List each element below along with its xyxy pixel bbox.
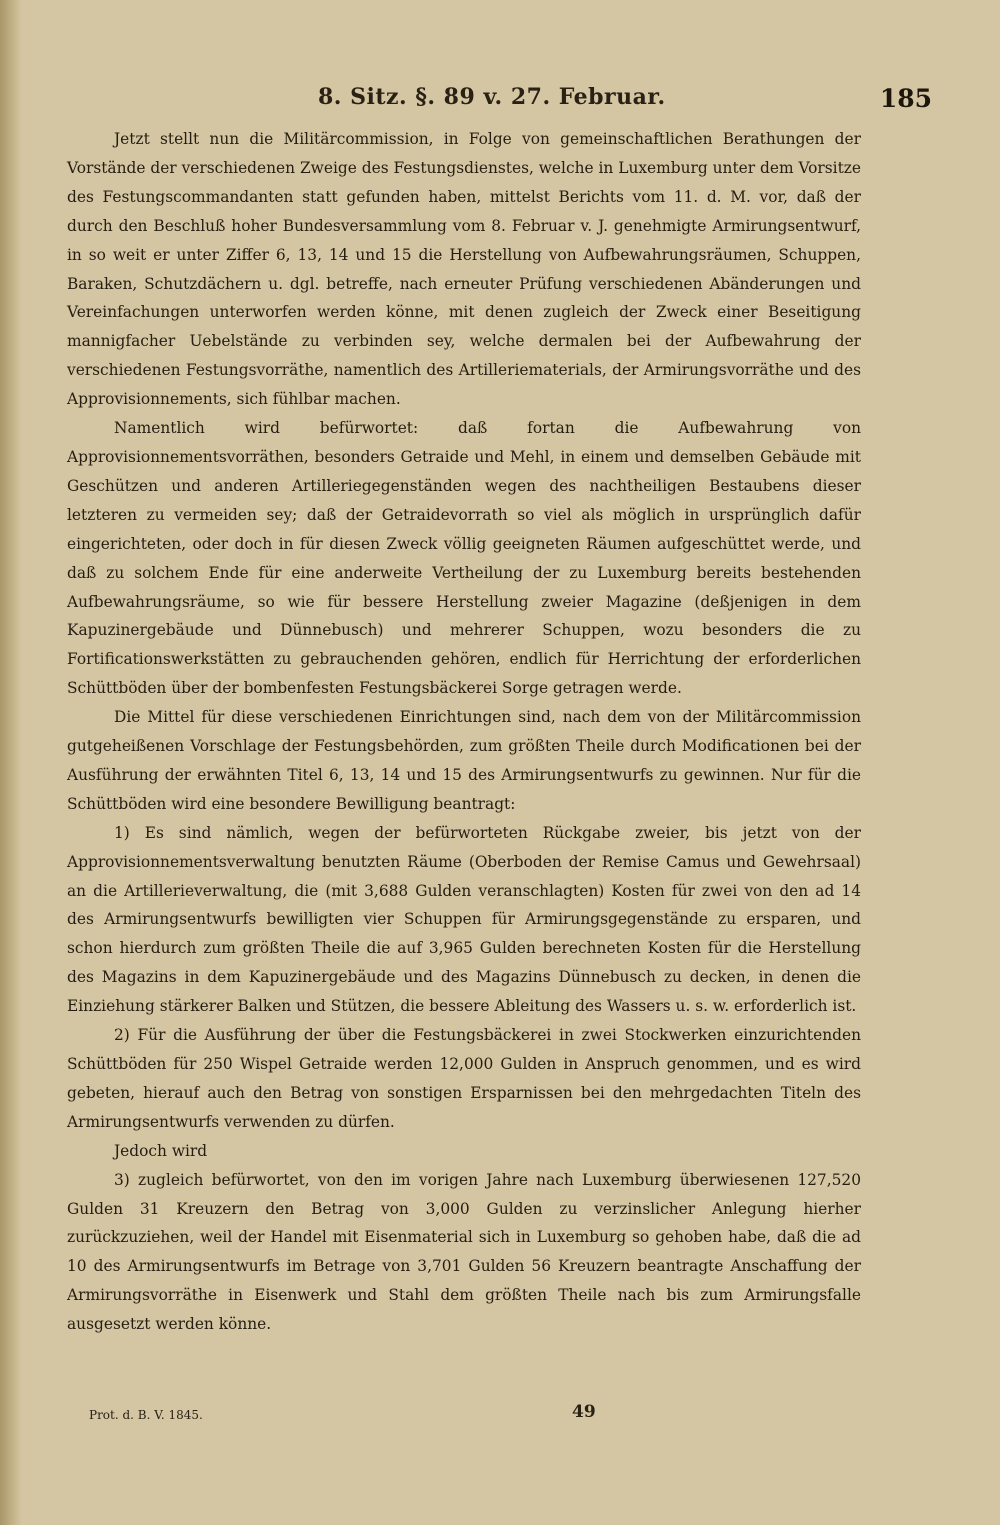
paragraph-item-1: 1) Es sind nämlich, wegen der befürworteten Rückgabe zweier, bis jetzt von der Approvisionnementsverwaltung benutzten Räume (Oberboden der Remise Camus und Gewehrsaal) an die Artillerieverwaltung, die (mit 3,688 Gulden veranschlagten) Kosten für zwei von den ad 14 des Armirungsentwurfs bewilligten vier Schuppen für Armirungsgegenstände zu ersparen, und schon hierdurch zum größten Theile die auf 3,965 Gulden berechneten Kosten für die Herstellung des Magazins in dem Kapuzinergebäude und des Magazins Dünnebusch zu decken, in denen die Einziehung stärkerer Balken und Stützen, die bessere Ableitung des Wassers u. s. w. erforderlich ist. xyxy=(67,823,861,1016)
paragraph-recommendations: Namentlich wird befürwortet: daß fortan die Aufbewahrung von Approvisionnementsvorräthen, besonders Getraide und Mehl, in einem und demselben Gebäude mit Geschützen und anderen Artilleriegegenständen wegen des nachtheiligen Bestaubens dieser letzteren zu vermeiden sey; daß der Getraidevorrath so viel als möglich in ursprünglich dafür eingerichteten, oder doch in für diesen Zweck völlig geeigneten Räumen aufgeschüttet werde, und daß zu solchem Ende für eine anderweite Vertheilung der zu Luxemburg bereits bestehenden Aufbewahrungsräume, so wie für bessere Herstellung zweier Magazine (deßjenigen in dem Kapuzinergebäude und Dünnebusch) und mehrerer Schuppen, wozu besonders die zu Fortificationswerkstätten zu gebrauchenden gehören, endlich für Herrichtung der erforderlichen Schüttböden über der bombenfesten Festungsbäckerei Sorge getragen werde. xyxy=(67,419,861,698)
paragraph-funding-means: Die Mittel für diese verschiedenen Einrichtungen sind, nach dem von der Militärcommission gutgeheißenen Vorschlage der Festungsbehörden, zum größten Theile durch Modificationen bei der Ausführung der erwähnten Titel 6, 13, 14 und 15 des Armirungsentwurfs zu gewinnen. Nur für die Schüttböden wird eine besondere Bewilligung beantragt: xyxy=(67,708,861,813)
paragraph-item-2: 2) Für die Ausführung der über die Festungsbäckerei in zwei Stockwerken einzurichtenden Schüttböden für 250 Wispel Getraide werden 12,000 Gulden in Anspruch genommen, und es wird gebeten, hierauf auch den Betrag von sonstigen Ersparnissen bei den mehrgedachten Titeln des Armirungsentwurfs verwenden zu dürfen. xyxy=(67,1026,861,1131)
footer-signature: Prot. d. B. V. 1845. xyxy=(89,1408,203,1422)
sheet-number: 49 xyxy=(572,1402,596,1422)
running-title: 8. Sitz. §. 89 v. 27. Februar. xyxy=(318,84,666,110)
page-header xyxy=(60,80,940,120)
page-footer xyxy=(67,1396,861,1426)
body-text xyxy=(67,125,861,1339)
paragraph-military-commission: Jetzt stellt nun die Militärcommission, in Folge von gemeinschaftlichen Berathungen der Vorstände der verschiedenen Zweige des Festungsdienstes, welche in Luxemburg unter dem Vorsitze des Festungscommandanten statt gefunden haben, mittelst Berichts vom 11. d. M. vor, daß der durch den Beschluß hoher Bundesversammlung vom 8. Februar v. J. genehmigte Armirungsentwurf, in so weit er unter Ziffer 6, 13, 14 und 15 die Herstellung von Aufbewahrungsräumen, Schuppen, Baraken, Schutzdächern u. dgl. betreffe, nach erneuter Prüfung verschiedenen Abänderungen und Vereinfachungen unterworfen werden könne, mit denen zugleich der Zweck einer Beseitigung mannigfacher Uebelstände zu verbinden sey, welche dermalen bei der Aufbewahrung der verschiedenen Festungsvorräthe, namentlich des Artilleriematerials, der Armirungsvorräthe und des Approvisionnements, sich fühlbar machen. xyxy=(67,130,861,409)
paragraph-however: Jedoch wird xyxy=(114,1141,208,1160)
page-edge-shadow xyxy=(0,0,22,1525)
page-number: 185 xyxy=(879,84,932,113)
paragraph-item-3: 3) zugleich befürwortet, von den im vorigen Jahre nach Luxemburg überwiesenen 127,520 Gulden 31 Kreuzern den Betrag von 3,000 Gulden zu verzinslicher Anlegung hierher zurückzuziehen, weil der Handel mit Eisenmaterial sich in Luxemburg so gehoben habe, daß die ad 10 des Armirungsentwurfs im Betrage von 3,701 Gulden 56 Kreuzern beantragte Anschaffung der Armirungsvorräthe in Eisenwerk und Stahl dem größten Theile nach bis zum Armirungsfalle ausgesetzt werden könne. xyxy=(67,1170,861,1334)
